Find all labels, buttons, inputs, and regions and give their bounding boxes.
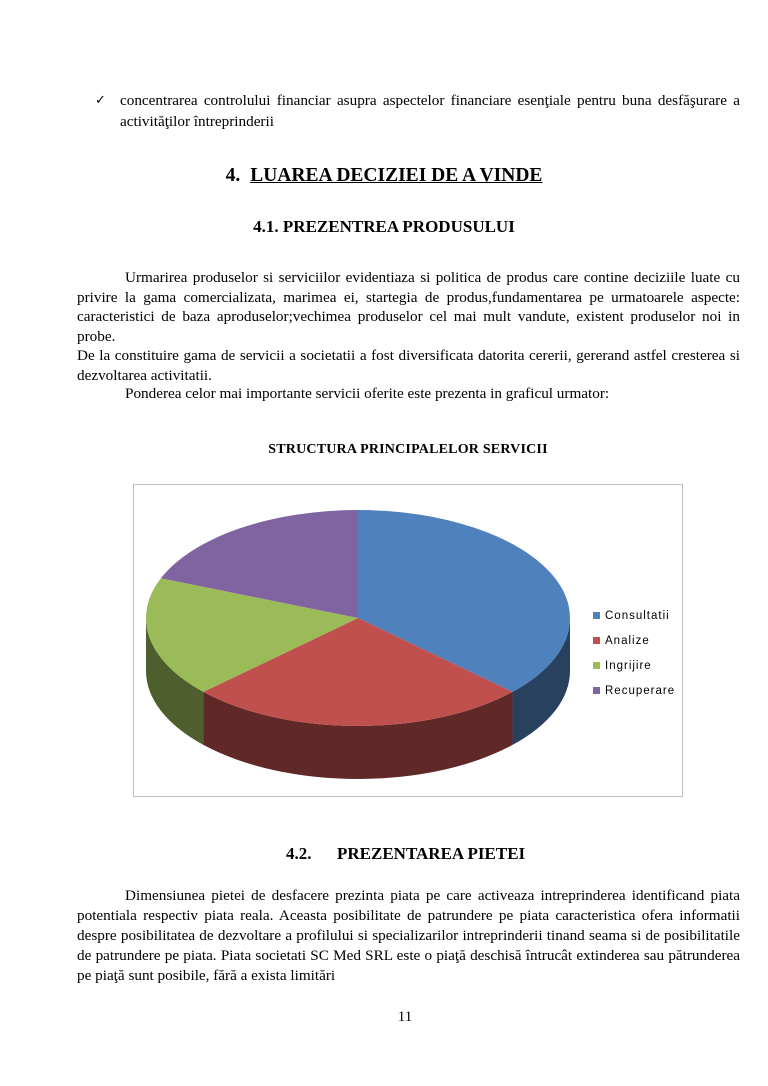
paragraph-chart-intro: Ponderea celor mai importante servicii oferite este prezenta in graficul urmator: xyxy=(125,385,610,402)
legend-label: Consultatii xyxy=(605,609,670,622)
paragraph-products: Urmarirea produselor si serviciilor evidentiaza si politica de produs care contine deciziile luate cu privire la gama comercializata, marimea ei, startegia de produs,fundamentarea pe urmatoarele aspecte: caracteristici de baza aproduselor;vechimea produselor cel mai mult vandute, existent produselor noi in probe. xyxy=(77,269,740,345)
legend-swatch xyxy=(593,612,600,619)
legend-swatch xyxy=(593,662,600,669)
paragraph-market: Dimensiunea pietei de desfacere prezinta piata pe care activeaza intreprinderea identificand piata potentiala respectiv piata reala. Aceasta posibilitate de patrundere pe piata caracteristica ofera informatii despre posibilitatea de dezvoltare a profilului si specializarilor intreprinderii tinand seama si de posibilitatile de patrundere pe piata. Piata societati SC Med SRL este o piaţă deschisă întrucât extinderea sau pătrunderea pe piaţă sunt posibile, fără a exista limitări xyxy=(77,887,740,984)
page-number: 11 xyxy=(397,1009,413,1025)
legend-label: Recuperare xyxy=(605,684,676,697)
chart-title: STRUCTURA PRINCIPALELOR SERVICII xyxy=(268,442,548,457)
subsection-number: 4.2. xyxy=(286,844,312,863)
legend-item-recuperare xyxy=(593,678,675,703)
section-title: LUAREA DECIZIEI DE A VINDE xyxy=(250,165,543,186)
chart-legend xyxy=(593,603,675,703)
legend-label: Analize xyxy=(605,634,650,647)
legend-swatch xyxy=(593,637,600,644)
paragraph-services: De la constituire gama de servicii a societatii a fost diversificata datorita cererii, gererand astfel cresterea si dezvoltarea activitatii. xyxy=(77,347,740,384)
legend-item-consultatii xyxy=(593,603,675,628)
legend-item-analize xyxy=(593,628,675,653)
subsection-title: PREZENTAREA PIETEI xyxy=(337,844,526,863)
legend-swatch xyxy=(593,687,600,694)
bullet-item xyxy=(95,90,740,132)
legend-label: Ingrijire xyxy=(605,659,652,672)
section-number: 4. xyxy=(225,165,241,186)
legend-item-ingrijire xyxy=(593,653,675,678)
section-heading xyxy=(0,165,768,187)
bullet-text: concentrarea controlului financiar asupra aspectelor financiare esenţiale pentru buna desfăşurare a activităţilor întreprinderii xyxy=(120,92,740,130)
check-icon: ✓ xyxy=(95,93,106,108)
subsection-heading: 4.1. PREZENTREA PRODUSULUI xyxy=(253,217,515,236)
